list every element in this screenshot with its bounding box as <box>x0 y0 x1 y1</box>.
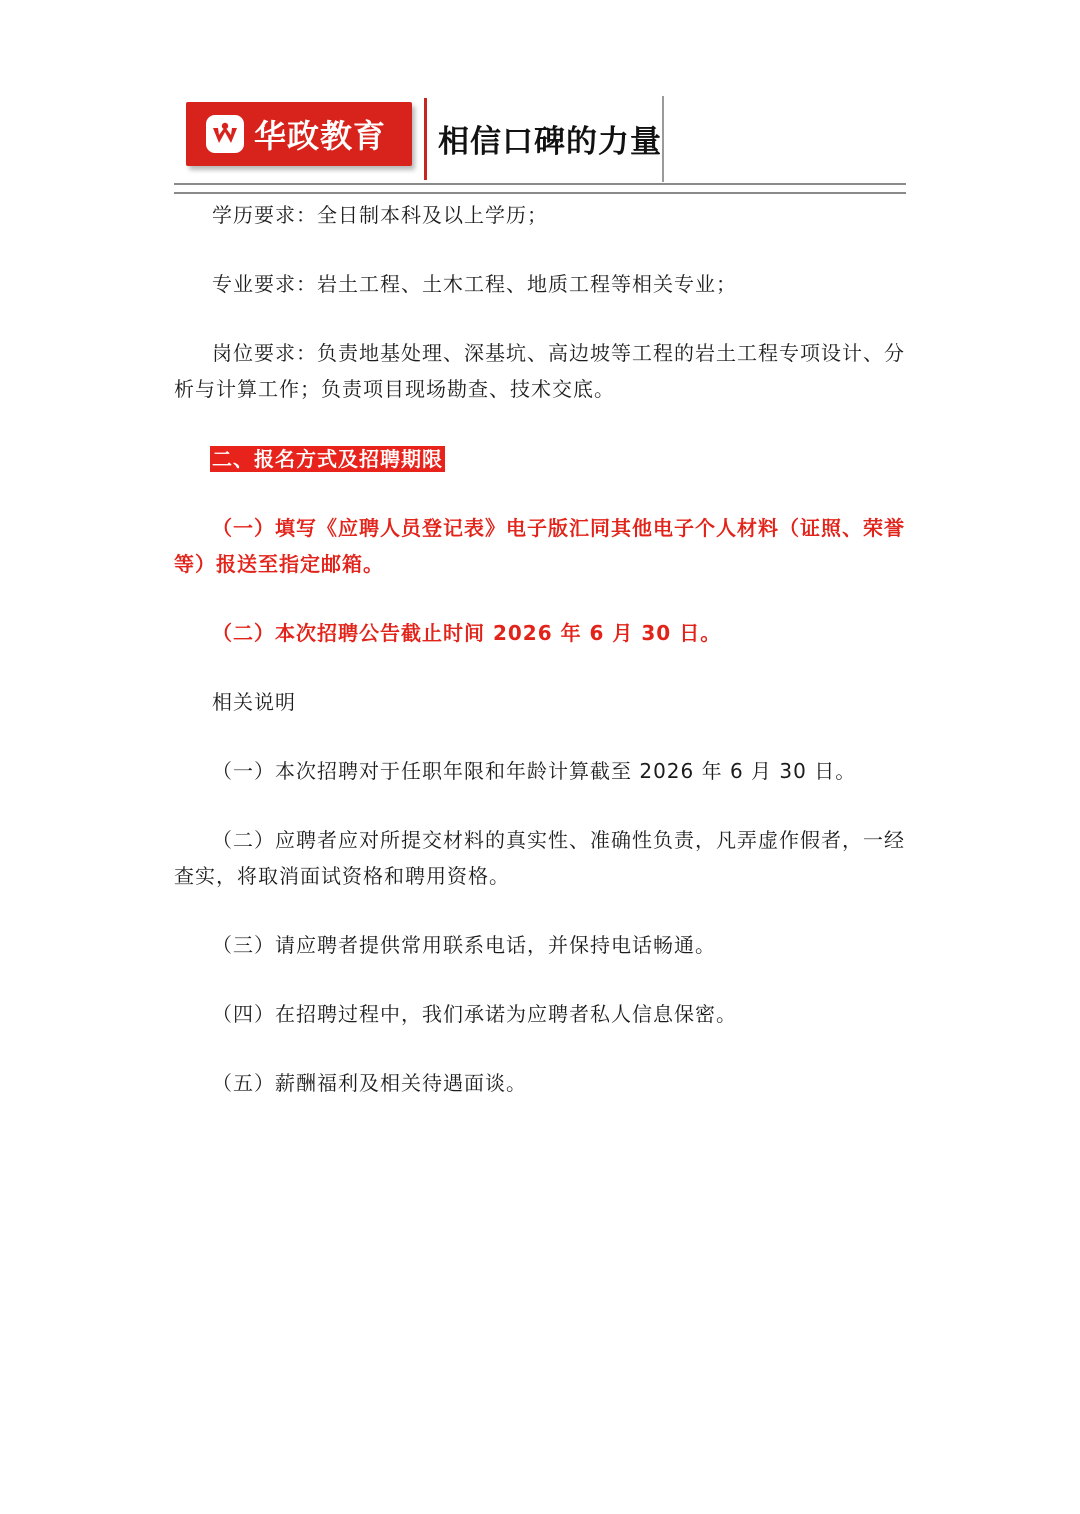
note-item-1: （一）本次招聘对于任职年限和年龄计算截至 2026 年 6 月 30 日。 <box>212 759 857 783</box>
major-requirement: 专业要求：岩土工程、土木工程、地质工程等相关专业； <box>212 272 737 296</box>
note-item-3: （三）请应聘者提供常用联系电话，并保持电话畅通。 <box>212 933 716 957</box>
application-method: （一）填写《应聘人员登记表》电子版汇同其他电子个人材料（证照、荣誉等）报送至指定邮箱。 <box>174 516 905 576</box>
header-edge-line <box>662 96 664 182</box>
notes-title: 相关说明 <box>212 690 296 714</box>
note-item-4: （四）在招聘过程中，我们承诺为应聘者私人信息保密。 <box>212 1002 737 1026</box>
brand-name: 华政教育 <box>254 117 387 155</box>
brand-slogan: 相信口碑的力量 <box>438 124 662 160</box>
education-requirement: 学历要求：全日制本科及以上学历； <box>212 203 548 227</box>
note-item-5: （五）薪酬福利及相关待遇面谈。 <box>212 1071 527 1095</box>
section-heading: 二、报名方式及招聘期限 <box>212 447 443 471</box>
position-requirement: 岗位要求：负责地基处理、深基坑、高边坡等工程的岩土工程专项设计、分析与计算工作；负责项目现场勘查、技术交底。 <box>174 341 905 401</box>
header-divider <box>424 98 427 180</box>
brand-logo <box>186 102 412 166</box>
header-double-rule <box>174 183 906 194</box>
application-deadline: （二）本次招聘公告截止时间 2026 年 6 月 30 日。 <box>212 621 722 645</box>
page-header <box>186 96 666 182</box>
brand-emblem-icon <box>206 115 244 153</box>
note-item-2: （二）应聘者应对所提交材料的真实性、准确性负责，凡弄虚作假者，一经查实，将取消面试资格和聘用资格。 <box>174 828 905 888</box>
